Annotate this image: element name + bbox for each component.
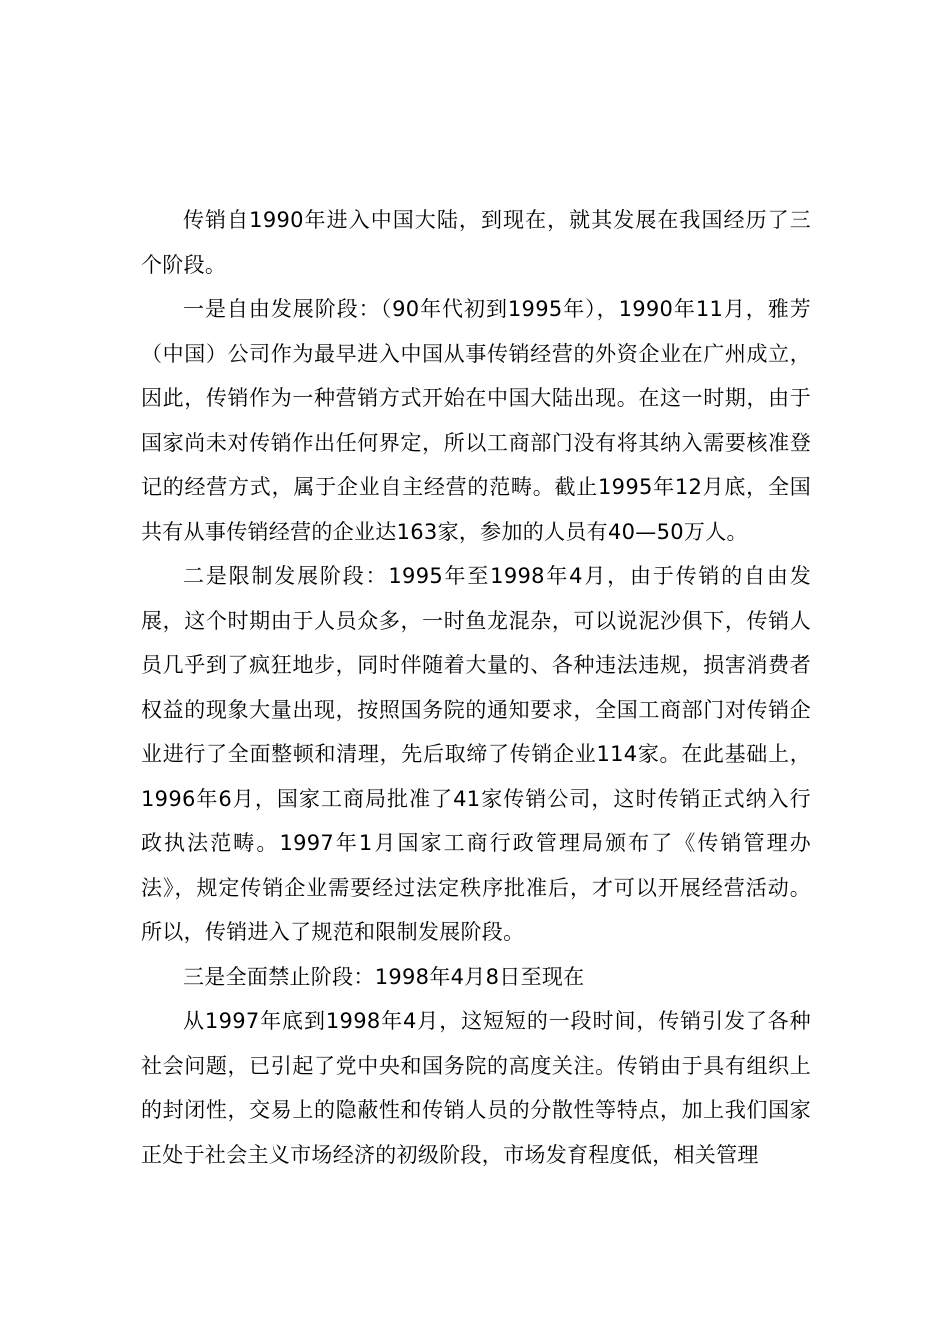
paragraph-stage-three-body: 从1997年底到1998年4月，这短短的一段时间，传销引发了各种社会问题，已引起了党中央和国务院的高度关注。传销由于具有组织上的封闭性，交易上的隐蔽性和传销人员的分散性等特点，加上我们国家正处于社会主义市场经济的初级阶段，市场发育程度低，相关管理 (141, 1009, 811, 1167)
document-body (141, 198, 811, 1177)
paragraph-stage-two: 二是限制发展阶段：1995年至1998年4月，由于传销的自由发展，这个时期由于人员众多，一时鱼龙混杂，可以说泥沙俱下，传销人员几乎到了疯狂地步，同时伴随着大量的、各种违法违规，损害消费者权益的现象大量出现，按照国务院的通知要求，全国工商部门对传销企业进行了全面整顿和清理，先后取缔了传销企业114家。在此基础上，1996年6月，国家工商局批准了41家传销公司，这时传销正式纳入行政执法范畴。1997年1月国家工商行政管理局颁布了《传销管理办法》，规定传销企业需要经过法定秩序批准后，才可以开展经营活动。所以，传销进入了规范和限制发展阶段。 (141, 564, 811, 944)
paragraph-stage-three-heading: 三是全面禁止阶段：1998年4月8日至现在 (183, 964, 585, 989)
paragraph-intro: 传销自1990年进入中国大陆，到现在，就其发展在我国经历了三个阶段。 (141, 208, 811, 277)
paragraph-stage-one: 一是自由发展阶段：（90年代初到1995年），1990年11月，雅芳（中国）公司作为最早进入中国从事传销经营的外资企业在广州成立，因此，传销作为一种营销方式开始在中国大陆出现。在这一时期，由于国家尚未对传销作出任何界定，所以工商部门没有将其纳入需要核准登记的经营方式，属于企业自主经营的范畴。截止1995年12月底，全国共有从事传销经营的企业达163家，参加的人员有40—50万人。 (141, 297, 811, 544)
